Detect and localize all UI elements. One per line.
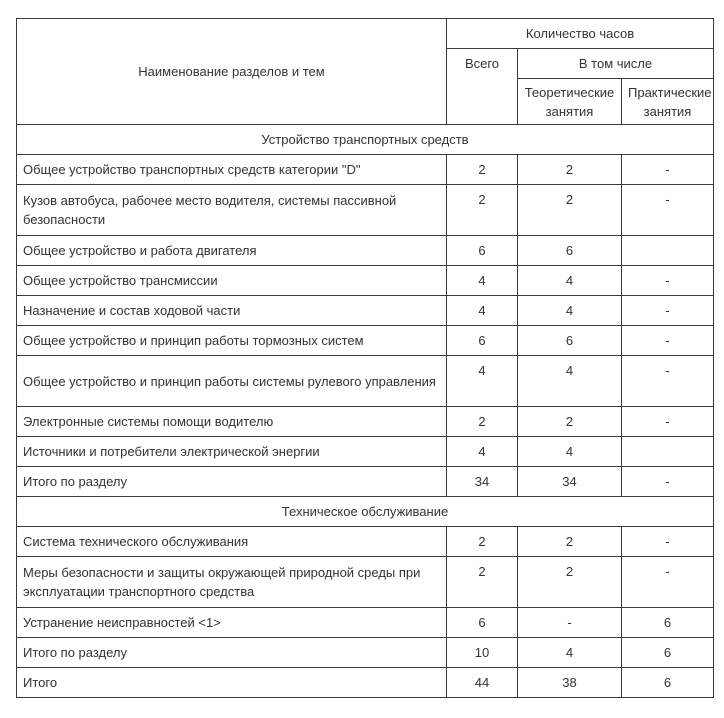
row-practice: - <box>622 527 714 557</box>
header-name-cell: Наименование разделов и тем <box>17 19 447 125</box>
row-theory: 4 <box>518 437 622 467</box>
row-practice: - <box>622 407 714 437</box>
row-total: 4 <box>447 437 518 467</box>
header-including-cell: В том числе <box>518 49 714 79</box>
row-name: Источники и потребители электрической энергии <box>17 437 447 467</box>
header-row-1 <box>17 19 714 49</box>
row-theory: 2 <box>518 185 622 236</box>
curriculum-table <box>16 18 714 698</box>
row-practice: 6 <box>622 608 714 638</box>
table-row <box>17 155 714 185</box>
header-practice-cell: Практические занятия <box>622 79 714 125</box>
row-theory: 4 <box>518 638 622 668</box>
row-name: Итого <box>17 668 447 698</box>
row-theory: 2 <box>518 407 622 437</box>
row-theory: 34 <box>518 467 622 497</box>
row-practice: 6 <box>622 668 714 698</box>
table-row <box>17 266 714 296</box>
row-name: Общее устройство трансмиссии <box>17 266 447 296</box>
row-practice: - <box>622 185 714 236</box>
row-total: 10 <box>447 638 518 668</box>
row-total: 2 <box>447 155 518 185</box>
table-row <box>17 557 714 608</box>
row-total: 4 <box>447 356 518 407</box>
row-theory: 4 <box>518 296 622 326</box>
row-theory: 2 <box>518 155 622 185</box>
row-total: 2 <box>447 185 518 236</box>
row-name: Электронные системы помощи водителю <box>17 407 447 437</box>
row-practice: - <box>622 467 714 497</box>
table-row <box>17 407 714 437</box>
row-total: 6 <box>447 608 518 638</box>
table-row <box>17 236 714 266</box>
table-row <box>17 185 714 236</box>
row-name: Общее устройство и работа двигателя <box>17 236 447 266</box>
row-total: 44 <box>447 668 518 698</box>
row-total: 34 <box>447 467 518 497</box>
table-row <box>17 296 714 326</box>
row-total: 6 <box>447 326 518 356</box>
row-theory: 2 <box>518 527 622 557</box>
table-row <box>17 437 714 467</box>
row-name: Общее устройство транспортных средств категории "D" <box>17 155 447 185</box>
row-name: Кузов автобуса, рабочее место водителя, системы пассивной безопасности <box>17 185 447 236</box>
row-practice: - <box>622 266 714 296</box>
row-total: 6 <box>447 236 518 266</box>
section-title-row <box>17 125 714 155</box>
table-row <box>17 356 714 407</box>
row-name: Меры безопасности и защиты окружающей природной среды при эксплуатации транспортного средства <box>17 557 447 608</box>
row-practice <box>622 236 714 266</box>
row-name: Общее устройство и принцип работы тормозных систем <box>17 326 447 356</box>
table-row <box>17 527 714 557</box>
row-name: Итого по разделу <box>17 638 447 668</box>
row-total: 2 <box>447 407 518 437</box>
section-title: Техническое обслуживание <box>17 497 714 527</box>
subtotal-row <box>17 638 714 668</box>
row-name: Устранение неисправностей <1> <box>17 608 447 638</box>
row-practice: - <box>622 356 714 407</box>
row-name: Система технического обслуживания <box>17 527 447 557</box>
row-theory: 38 <box>518 668 622 698</box>
table-row <box>17 326 714 356</box>
row-practice: - <box>622 296 714 326</box>
row-total: 4 <box>447 266 518 296</box>
row-name: Итого по разделу <box>17 467 447 497</box>
row-practice: - <box>622 155 714 185</box>
row-theory: - <box>518 608 622 638</box>
header-theory-cell: Теоретические занятия <box>518 79 622 125</box>
row-total: 2 <box>447 527 518 557</box>
section-title-row <box>17 497 714 527</box>
row-theory: 4 <box>518 266 622 296</box>
row-theory: 6 <box>518 326 622 356</box>
row-practice: - <box>622 326 714 356</box>
subtotal-row <box>17 467 714 497</box>
table-row <box>17 608 714 638</box>
row-practice: 6 <box>622 638 714 668</box>
row-practice <box>622 437 714 467</box>
row-total: 4 <box>447 296 518 326</box>
header-hours-cell: Количество часов <box>447 19 714 49</box>
row-theory: 6 <box>518 236 622 266</box>
section-title: Устройство транспортных средств <box>17 125 714 155</box>
row-total: 2 <box>447 557 518 608</box>
row-name: Общее устройство и принцип работы системы рулевого управления <box>17 356 447 407</box>
header-total-cell: Всего <box>447 49 518 125</box>
grand-total-row <box>17 668 714 698</box>
row-theory: 4 <box>518 356 622 407</box>
row-name: Назначение и состав ходовой части <box>17 296 447 326</box>
row-theory: 2 <box>518 557 622 608</box>
row-practice: - <box>622 557 714 608</box>
